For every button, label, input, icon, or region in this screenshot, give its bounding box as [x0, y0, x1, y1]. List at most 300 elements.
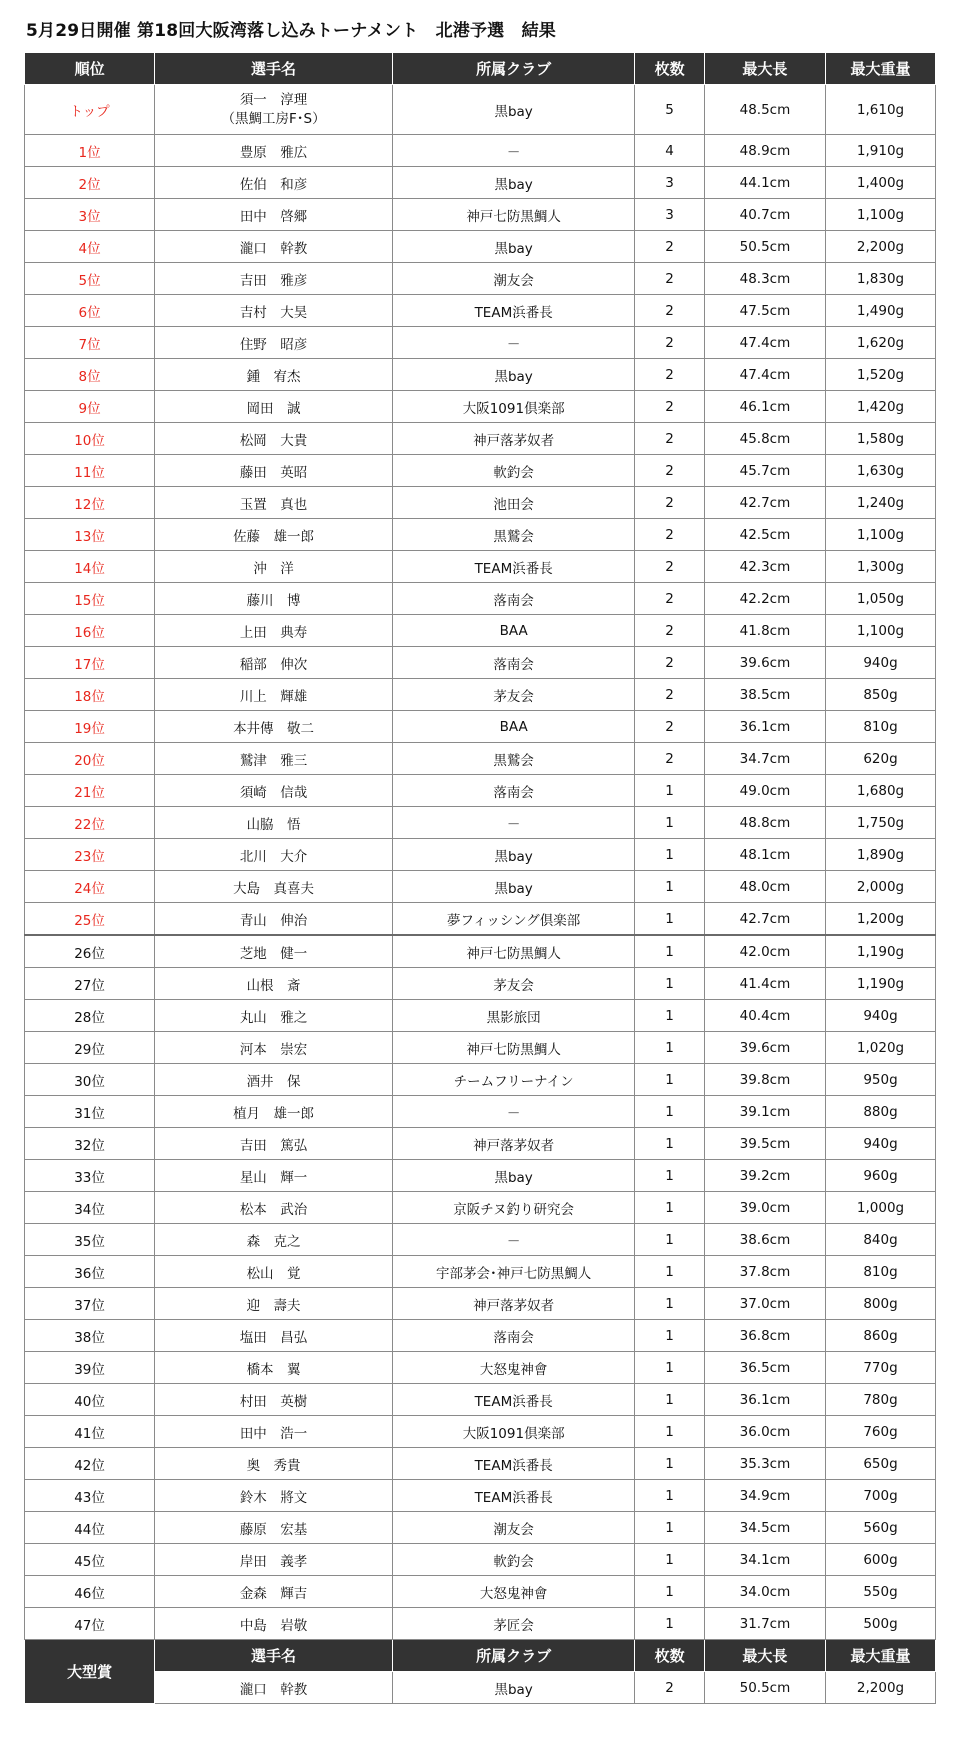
player-cell: 橋本 翼 [155, 1352, 393, 1384]
count-cell: 1 [635, 1192, 705, 1224]
weight-cell: 780g [826, 1384, 936, 1416]
weight-cell: 1,620g [826, 327, 936, 359]
rank-cell: 31位 [25, 1096, 155, 1128]
length-cell: 40.4cm [704, 1000, 825, 1032]
award-section [25, 1640, 936, 1704]
player-cell: 奥 秀貴 [155, 1448, 393, 1480]
club-cell: － [392, 135, 634, 167]
length-cell: 37.0cm [704, 1288, 825, 1320]
length-cell: 39.5cm [704, 1128, 825, 1160]
length-cell: 41.8cm [704, 615, 825, 647]
table-row [25, 1160, 936, 1192]
length-cell: 47.4cm [704, 327, 825, 359]
rank-cell: 45位 [25, 1544, 155, 1576]
rank-cell: 30位 [25, 1064, 155, 1096]
player-cell: 迎 壽夫 [155, 1288, 393, 1320]
player-cell: 川上 輝雄 [155, 679, 393, 711]
rank-cell: 33位 [25, 1160, 155, 1192]
rank-cell: 38位 [25, 1320, 155, 1352]
award-header-player: 選手名 [155, 1640, 393, 1672]
player-cell: 河本 崇宏 [155, 1032, 393, 1064]
rank-cell: 40位 [25, 1384, 155, 1416]
award-player-cell: 瀧口 幹教 [155, 1672, 393, 1704]
rank-cell: 2位 [25, 167, 155, 199]
weight-cell: 500g [826, 1608, 936, 1640]
player-cell: 佐藤 雄一郎 [155, 519, 393, 551]
club-cell: 池田会 [392, 487, 634, 519]
award-length-cell: 50.5cm [704, 1672, 825, 1704]
weight-cell: 1,020g [826, 1032, 936, 1064]
club-cell: 大怒鬼神會 [392, 1576, 634, 1608]
count-cell: 1 [635, 1128, 705, 1160]
weight-cell: 1,830g [826, 263, 936, 295]
length-cell: 39.6cm [704, 1032, 825, 1064]
club-cell: 茅友会 [392, 679, 634, 711]
player-cell: 吉村 大昊 [155, 295, 393, 327]
player-cell: 松岡 大貴 [155, 423, 393, 455]
length-cell: 38.5cm [704, 679, 825, 711]
length-cell: 39.1cm [704, 1096, 825, 1128]
length-cell: 39.2cm [704, 1160, 825, 1192]
weight-cell: 620g [826, 743, 936, 775]
rank-cell: 1位 [25, 135, 155, 167]
club-cell: チームフリーナイン [392, 1064, 634, 1096]
player-cell: 酒井 保 [155, 1064, 393, 1096]
rank-cell: 8位 [25, 359, 155, 391]
table-row [25, 1096, 936, 1128]
player-cell: 金森 輝吉 [155, 1576, 393, 1608]
club-cell: 黒bay [392, 85, 634, 135]
weight-cell: 1,190g [826, 935, 936, 968]
rank-cell: 27位 [25, 968, 155, 1000]
weight-cell: 1,890g [826, 839, 936, 871]
count-cell: 1 [635, 1160, 705, 1192]
club-cell: 落南会 [392, 647, 634, 679]
count-cell: 3 [635, 167, 705, 199]
award-label: 大型賞 [25, 1640, 155, 1704]
length-cell: 45.8cm [704, 423, 825, 455]
weight-cell: 1,050g [826, 583, 936, 615]
club-cell: TEAM浜番長 [392, 551, 634, 583]
table-row [25, 551, 936, 583]
rank-cell: 42位 [25, 1448, 155, 1480]
player-cell: 沖 洋 [155, 551, 393, 583]
club-cell: 落南会 [392, 775, 634, 807]
player-cell: 松本 武治 [155, 1192, 393, 1224]
rank-cell: 26位 [25, 935, 155, 968]
award-header-max-length: 最大長 [704, 1640, 825, 1672]
length-cell: 34.7cm [704, 743, 825, 775]
length-cell: 35.3cm [704, 1448, 825, 1480]
club-cell: 神戸落茅奴者 [392, 1288, 634, 1320]
rank-cell: 35位 [25, 1224, 155, 1256]
table-row [25, 391, 936, 423]
length-cell: 34.5cm [704, 1512, 825, 1544]
club-cell: 茅匠会 [392, 1608, 634, 1640]
club-cell: 軟釣会 [392, 1544, 634, 1576]
table-row [25, 295, 936, 327]
club-cell: 神戸七防黒鯛人 [392, 199, 634, 231]
table-row [25, 199, 936, 231]
count-cell: 2 [635, 391, 705, 423]
club-cell: 潮友会 [392, 1512, 634, 1544]
length-cell: 34.0cm [704, 1576, 825, 1608]
table-row [25, 615, 936, 647]
table-row [25, 519, 936, 551]
weight-cell: 860g [826, 1320, 936, 1352]
club-cell: － [392, 327, 634, 359]
weight-cell: 1,100g [826, 519, 936, 551]
length-cell: 42.0cm [704, 935, 825, 968]
count-cell: 2 [635, 551, 705, 583]
rank-cell: 39位 [25, 1352, 155, 1384]
table-row [25, 455, 936, 487]
award-header-club: 所属クラブ [392, 1640, 634, 1672]
count-cell: 1 [635, 1416, 705, 1448]
table-row [25, 935, 936, 968]
table-row [25, 231, 936, 263]
length-cell: 42.7cm [704, 487, 825, 519]
club-cell: 夢フィッシング倶楽部 [392, 903, 634, 936]
rank-cell: 23位 [25, 839, 155, 871]
weight-cell: 960g [826, 1160, 936, 1192]
table-row [25, 1480, 936, 1512]
award-weight-cell: 2,200g [826, 1672, 936, 1704]
count-cell: 2 [635, 583, 705, 615]
table-row [25, 327, 936, 359]
rank-cell: 20位 [25, 743, 155, 775]
weight-cell: 1,100g [826, 199, 936, 231]
club-cell: 茅友会 [392, 968, 634, 1000]
count-cell: 2 [635, 359, 705, 391]
player-cell: 田中 啓郷 [155, 199, 393, 231]
player-cell: 丸山 雅之 [155, 1000, 393, 1032]
club-cell: 神戸落茅奴者 [392, 1128, 634, 1160]
rank-cell: 14位 [25, 551, 155, 583]
club-cell: TEAM浜番長 [392, 1448, 634, 1480]
player-cell: 田中 浩一 [155, 1416, 393, 1448]
player-cell: 上田 典寿 [155, 615, 393, 647]
player-cell: 瀧口 幹教 [155, 231, 393, 263]
rank-cell: 15位 [25, 583, 155, 615]
rank-cell: 16位 [25, 615, 155, 647]
club-cell: 落南会 [392, 583, 634, 615]
player-cell: 松山 覚 [155, 1256, 393, 1288]
rank-cell: 36位 [25, 1256, 155, 1288]
length-cell: 38.6cm [704, 1224, 825, 1256]
club-cell: 大阪1091倶楽部 [392, 1416, 634, 1448]
rank-cell: 9位 [25, 391, 155, 423]
weight-cell: 940g [826, 647, 936, 679]
player-cell: 藤田 英昭 [155, 455, 393, 487]
count-cell: 1 [635, 1448, 705, 1480]
weight-cell: 760g [826, 1416, 936, 1448]
rank-cell: 6位 [25, 295, 155, 327]
count-cell: 2 [635, 743, 705, 775]
club-cell: TEAM浜番長 [392, 295, 634, 327]
table-row [25, 263, 936, 295]
rank-cell: 13位 [25, 519, 155, 551]
length-cell: 47.4cm [704, 359, 825, 391]
player-cell: 植月 雄一郎 [155, 1096, 393, 1128]
weight-cell: 810g [826, 1256, 936, 1288]
count-cell: 2 [635, 295, 705, 327]
club-cell: － [392, 1224, 634, 1256]
rank-cell: 22位 [25, 807, 155, 839]
weight-cell: 1,300g [826, 551, 936, 583]
weight-cell: 1,000g [826, 1192, 936, 1224]
club-cell: 潮友会 [392, 263, 634, 295]
length-cell: 48.9cm [704, 135, 825, 167]
length-cell: 49.0cm [704, 775, 825, 807]
weight-cell: 550g [826, 1576, 936, 1608]
club-cell: TEAM浜番長 [392, 1384, 634, 1416]
weight-cell: 810g [826, 711, 936, 743]
count-cell: 2 [635, 263, 705, 295]
count-cell: 1 [635, 1512, 705, 1544]
award-header-count: 枚数 [635, 1640, 705, 1672]
rank-cell: 25位 [25, 903, 155, 936]
player-cell [155, 85, 393, 135]
header-club: 所属クラブ [392, 53, 634, 85]
length-cell: 45.7cm [704, 455, 825, 487]
player-cell: 住野 昭彦 [155, 327, 393, 359]
length-cell: 42.7cm [704, 903, 825, 936]
player-cell: 藤原 宏基 [155, 1512, 393, 1544]
player-cell: 玉置 真也 [155, 487, 393, 519]
player-cell: 大島 真喜夫 [155, 871, 393, 903]
table-row [25, 775, 936, 807]
club-cell: 黒bay [392, 839, 634, 871]
rank-cell: 12位 [25, 487, 155, 519]
length-cell: 36.0cm [704, 1416, 825, 1448]
rank-cell: 46位 [25, 1576, 155, 1608]
player-cell: 鈴木 將文 [155, 1480, 393, 1512]
length-cell: 48.1cm [704, 839, 825, 871]
table-row [25, 871, 936, 903]
rank-cell: 4位 [25, 231, 155, 263]
table-row [25, 903, 936, 936]
length-cell: 34.9cm [704, 1480, 825, 1512]
weight-cell: 770g [826, 1352, 936, 1384]
club-cell: － [392, 807, 634, 839]
club-cell: 神戸七防黒鯛人 [392, 1032, 634, 1064]
table-row [25, 487, 936, 519]
table-row [25, 1352, 936, 1384]
count-cell: 1 [635, 1000, 705, 1032]
count-cell: 1 [635, 1064, 705, 1096]
weight-cell: 840g [826, 1224, 936, 1256]
length-cell: 44.1cm [704, 167, 825, 199]
rank-cell: 5位 [25, 263, 155, 295]
table-row [25, 1544, 936, 1576]
table-row [25, 1448, 936, 1480]
table-row [25, 423, 936, 455]
club-cell: 黒影旅団 [392, 1000, 634, 1032]
table-row [25, 743, 936, 775]
table-row [25, 135, 936, 167]
weight-cell: 560g [826, 1512, 936, 1544]
length-cell: 48.0cm [704, 871, 825, 903]
header-count: 枚数 [635, 53, 705, 85]
player-cell: 鍾 宥杰 [155, 359, 393, 391]
length-cell: 36.1cm [704, 1384, 825, 1416]
table-row [25, 1288, 936, 1320]
award-club-cell: 黒bay [392, 1672, 634, 1704]
weight-cell: 940g [826, 1000, 936, 1032]
weight-cell: 1,630g [826, 455, 936, 487]
count-cell: 2 [635, 615, 705, 647]
rank-cell: 3位 [25, 199, 155, 231]
results-table [24, 52, 936, 1704]
club-cell: 大阪1091倶楽部 [392, 391, 634, 423]
player-cell: 吉田 篤弘 [155, 1128, 393, 1160]
length-cell: 48.3cm [704, 263, 825, 295]
count-cell: 1 [635, 1480, 705, 1512]
table-row-top [25, 85, 936, 135]
header-player: 選手名 [155, 53, 393, 85]
weight-cell: 800g [826, 1288, 936, 1320]
player-cell: 岡田 誠 [155, 391, 393, 423]
player-cell: 本井傳 敬二 [155, 711, 393, 743]
count-cell: 2 [635, 231, 705, 263]
rank-cell: 37位 [25, 1288, 155, 1320]
count-cell: 2 [635, 327, 705, 359]
weight-cell: 2,000g [826, 871, 936, 903]
player-cell: 村田 英樹 [155, 1384, 393, 1416]
weight-cell: 2,200g [826, 231, 936, 263]
length-cell: 34.1cm [704, 1544, 825, 1576]
rank-cell: 11位 [25, 455, 155, 487]
player-cell: 森 克之 [155, 1224, 393, 1256]
rank-cell: 28位 [25, 1000, 155, 1032]
weight-cell: 1,750g [826, 807, 936, 839]
rank-cell: 32位 [25, 1128, 155, 1160]
weight-cell: 1,680g [826, 775, 936, 807]
count-cell: 1 [635, 1320, 705, 1352]
length-cell: 42.5cm [704, 519, 825, 551]
club-cell: 落南会 [392, 1320, 634, 1352]
length-cell: 46.1cm [704, 391, 825, 423]
length-cell: 31.7cm [704, 1608, 825, 1640]
count-cell: 1 [635, 935, 705, 968]
club-cell: 大怒鬼神會 [392, 1352, 634, 1384]
weight-cell: 1,100g [826, 615, 936, 647]
player-cell: 須崎 信哉 [155, 775, 393, 807]
award-header-row [25, 1640, 936, 1672]
player-cell: 佐伯 和彦 [155, 167, 393, 199]
length-cell: 39.6cm [704, 647, 825, 679]
player-cell: 中島 岩敬 [155, 1608, 393, 1640]
length-cell: 50.5cm [704, 231, 825, 263]
weight-cell: 700g [826, 1480, 936, 1512]
table-row [25, 711, 936, 743]
weight-cell: 1,420g [826, 391, 936, 423]
weight-cell: 1,580g [826, 423, 936, 455]
club-cell: 黒bay [392, 167, 634, 199]
club-cell: TEAM浜番長 [392, 1480, 634, 1512]
weight-cell: 1,490g [826, 295, 936, 327]
club-cell: 黒bay [392, 871, 634, 903]
count-cell: 1 [635, 1544, 705, 1576]
count-cell: 2 [635, 487, 705, 519]
header-max-weight: 最大重量 [826, 53, 936, 85]
weight-cell: 880g [826, 1096, 936, 1128]
player-cell: 岸田 義孝 [155, 1544, 393, 1576]
length-cell: 48.8cm [704, 807, 825, 839]
count-cell: 1 [635, 1288, 705, 1320]
player-name: 須一 淳理 [239, 91, 308, 108]
length-cell: 40.7cm [704, 199, 825, 231]
player-cell: 塩田 昌弘 [155, 1320, 393, 1352]
club-cell: 軟釣会 [392, 455, 634, 487]
rank-cell: 18位 [25, 679, 155, 711]
count-cell: 3 [635, 199, 705, 231]
club-cell: 黒bay [392, 231, 634, 263]
table-row [25, 583, 936, 615]
count-cell: 1 [635, 1352, 705, 1384]
weight-cell: 1,400g [826, 167, 936, 199]
length-cell: 37.8cm [704, 1256, 825, 1288]
page-title: 5月29日開催 第18回大阪湾落し込みトーナメント 北港予選 結果 [26, 21, 556, 41]
weight-cell: 1,190g [826, 968, 936, 1000]
club-cell: 神戸七防黒鯛人 [392, 935, 634, 968]
table-header-row [25, 53, 936, 85]
club-cell: － [392, 1096, 634, 1128]
player-cell: 豊原 雅広 [155, 135, 393, 167]
rank-cell: トップ [25, 85, 155, 135]
club-cell: BAA [392, 615, 634, 647]
header-rank: 順位 [25, 53, 155, 85]
rank-cell: 7位 [25, 327, 155, 359]
player-cell: 青山 伸治 [155, 903, 393, 936]
rank-cell: 19位 [25, 711, 155, 743]
award-row [25, 1672, 936, 1704]
length-cell: 36.1cm [704, 711, 825, 743]
length-cell: 36.8cm [704, 1320, 825, 1352]
length-cell: 36.5cm [704, 1352, 825, 1384]
count-cell: 1 [635, 1576, 705, 1608]
award-header-max-weight: 最大重量 [826, 1640, 936, 1672]
club-cell: 宇部茅会･神戸七防黒鯛人 [392, 1256, 634, 1288]
table-row [25, 1608, 936, 1640]
weight-cell: 1,910g [826, 135, 936, 167]
count-cell: 2 [635, 455, 705, 487]
count-cell: 1 [635, 1096, 705, 1128]
table-row [25, 1128, 936, 1160]
count-cell: 2 [635, 679, 705, 711]
count-cell: 1 [635, 968, 705, 1000]
player-cell: 藤川 博 [155, 583, 393, 615]
player-cell: 鷲津 雅三 [155, 743, 393, 775]
table-row [25, 807, 936, 839]
weight-cell: 1,610g [826, 85, 936, 135]
club-cell: 黒bay [392, 1160, 634, 1192]
club-cell: 神戸落茅奴者 [392, 423, 634, 455]
weight-cell: 1,520g [826, 359, 936, 391]
length-cell: 47.5cm [704, 295, 825, 327]
count-cell: 1 [635, 1032, 705, 1064]
length-cell: 48.5cm [704, 85, 825, 135]
table-row [25, 968, 936, 1000]
table-row [25, 167, 936, 199]
count-cell: 1 [635, 1608, 705, 1640]
table-row [25, 1000, 936, 1032]
table-row [25, 839, 936, 871]
count-cell: 2 [635, 711, 705, 743]
player-cell: 吉田 雅彦 [155, 263, 393, 295]
table-row [25, 679, 936, 711]
